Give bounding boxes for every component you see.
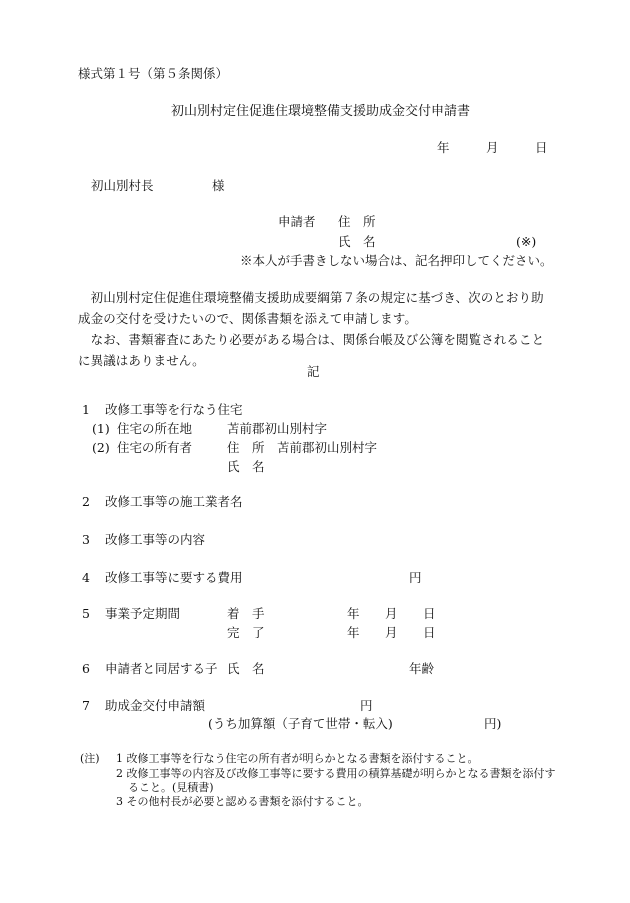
item-2-number: 2 bbox=[82, 494, 90, 509]
item-5-label: 事業予定期間 bbox=[105, 606, 181, 621]
item-6-age-label: 年齢 bbox=[409, 661, 435, 676]
item-1-sub1-value: 苫前郡初山別村字 bbox=[227, 421, 328, 436]
item-1-sub2-number: (2) bbox=[92, 440, 110, 455]
item-1-sub1-number: (1) bbox=[92, 421, 110, 436]
item-5-start-year: 年 bbox=[347, 606, 360, 621]
item-6-name-label: 氏 名 bbox=[227, 661, 265, 676]
date-month: 月 bbox=[486, 140, 499, 155]
item-7-additional-unit: 円) bbox=[484, 716, 502, 731]
item-1-sub2-name-label: 氏 名 bbox=[227, 459, 265, 474]
item-4-unit: 円 bbox=[409, 570, 422, 585]
form-label: 様式第１号（第５条関係） bbox=[78, 66, 229, 81]
item-5-number: 5 bbox=[82, 606, 90, 621]
item-5-end-day: 日 bbox=[423, 625, 436, 640]
item-1-sub2-label: 住宅の所有者 bbox=[117, 440, 193, 455]
item-5-start-day: 日 bbox=[423, 606, 436, 621]
item-5-start-month: 月 bbox=[385, 606, 398, 621]
seal-mark: (※) bbox=[516, 234, 537, 249]
item-1-sub2-address-label: 住 所 bbox=[227, 440, 265, 455]
item-1-sub1-label: 住宅の所在地 bbox=[117, 421, 193, 436]
item-7-label: 助成金交付申請額 bbox=[105, 698, 206, 713]
item-5-end-month: 月 bbox=[385, 625, 398, 640]
applicant-address-label: 住 所 bbox=[338, 214, 376, 229]
item-3-number: 3 bbox=[82, 532, 90, 547]
handwriting-note: ※本人が手書きしない場合は、記名押印してください。 bbox=[240, 253, 553, 268]
item-6-label: 申請者と同居する子 bbox=[105, 661, 218, 676]
addressee-honorific: 様 bbox=[212, 178, 225, 193]
note-1: 1 改修工事等を行なう住宅の所有者が明らかとなる書類を添付すること。 bbox=[116, 752, 479, 765]
form-title: 初山別村定住促進住環境整備支援助成金交付申請書 bbox=[171, 104, 471, 119]
body-paragraph-2: なお、書類審査にあたり必要がある場合は、関係台帳及び公簿を閲覧されることに異議はありません。 bbox=[78, 332, 545, 368]
date-day: 日 bbox=[535, 140, 548, 155]
item-1-number: 1 bbox=[82, 402, 90, 417]
date-year: 年 bbox=[437, 140, 450, 155]
item-7-additional-label: (うち加算額（子育て世帯・転入) bbox=[208, 716, 393, 731]
ki-heading: 記 bbox=[307, 364, 320, 379]
note-2-line-2: ること。(見積書) bbox=[128, 781, 214, 794]
item-6-number: 6 bbox=[82, 661, 90, 676]
body-paragraph-1: 初山別村定住促進住環境整備支援助成要綱第７条の規定に基づき、次のとおり助成金の交付を受けたいので、関係書類を添えて申請します。 bbox=[78, 290, 544, 326]
applicant-label: 申請者 bbox=[278, 214, 316, 229]
addressee-name: 初山別村長 bbox=[91, 178, 154, 193]
item-2-label: 改修工事等の施工業者名 bbox=[105, 494, 243, 509]
item-7-number: 7 bbox=[82, 698, 90, 713]
item-5-start-label: 着 手 bbox=[227, 606, 265, 621]
item-1-sub2-address-value: 苫前郡初山別村字 bbox=[277, 440, 378, 455]
item-4-label: 改修工事等に要する費用 bbox=[105, 570, 243, 585]
note-2-line-1: 2 改修工事等の内容及び改修工事等に要する費用の積算基礎が明らかとなる書類を添付す bbox=[116, 767, 556, 780]
item-5-end-year: 年 bbox=[347, 625, 360, 640]
notes-label: (注) bbox=[80, 752, 100, 765]
item-3-label: 改修工事等の内容 bbox=[105, 532, 206, 547]
item-1-label: 改修工事等を行なう住宅 bbox=[105, 402, 243, 417]
applicant-name-label: 氏 名 bbox=[338, 234, 376, 249]
item-7-unit: 円 bbox=[360, 698, 373, 713]
item-5-end-label: 完 了 bbox=[227, 625, 265, 640]
note-3: 3 その他村長が必要と認める書類を添付すること。 bbox=[116, 795, 369, 808]
item-4-number: 4 bbox=[82, 570, 90, 585]
